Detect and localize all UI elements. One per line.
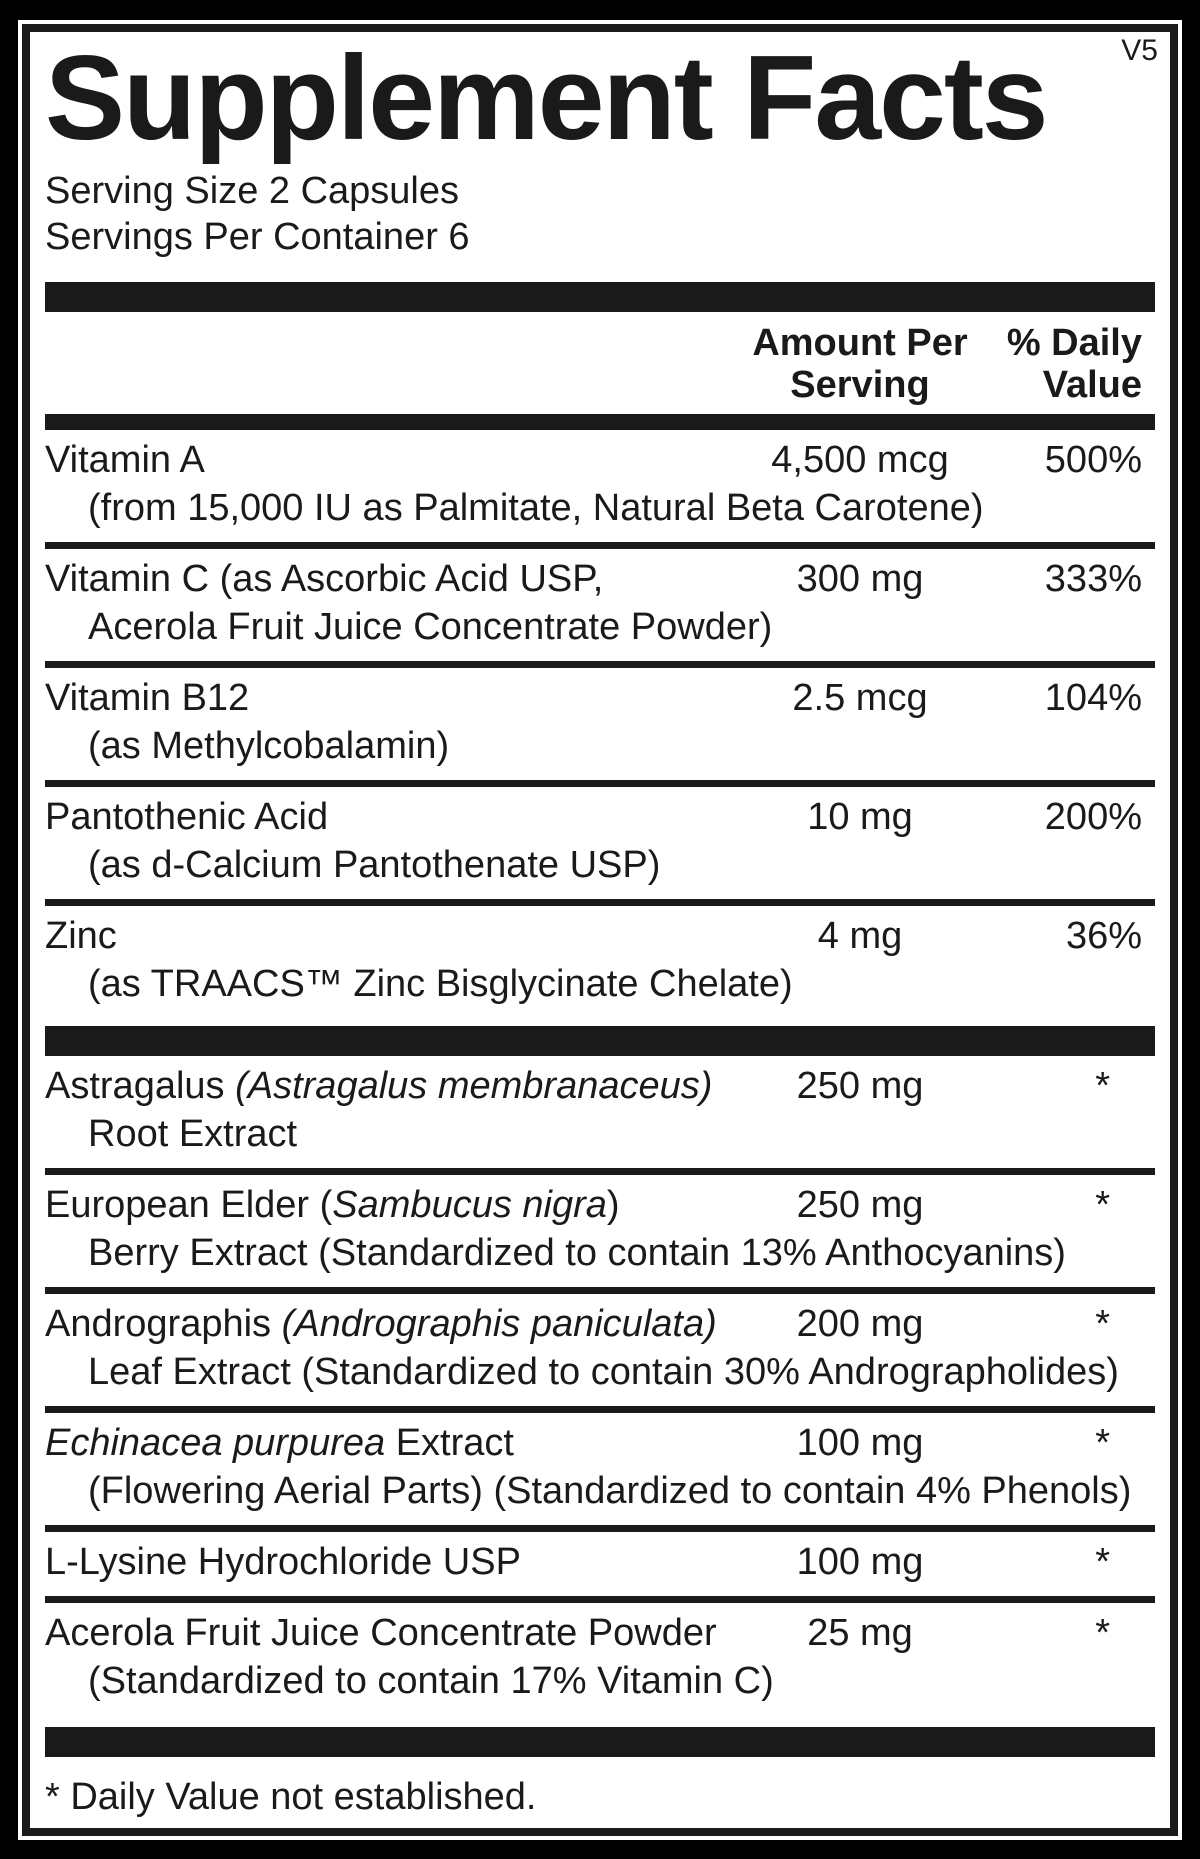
supplement-facts-label [22, 24, 1178, 1836]
ingredient-amount: 25 mg [807, 1612, 913, 1654]
header-underline-bar [45, 414, 1155, 430]
ingredient-name-text: Astragalus [45, 1065, 236, 1107]
ingredient-row [45, 1294, 1155, 1406]
ingredient-name-text: Vitamin B12 [45, 677, 250, 719]
ingredient-row [45, 1175, 1155, 1287]
ingredient-name [45, 674, 745, 722]
ingredient-amount: 200 mg [796, 1303, 924, 1345]
ingredient-name-text: Zinc [45, 915, 117, 957]
section-bar-top [45, 282, 1155, 312]
section-bar-bottom [45, 1727, 1155, 1757]
ingredient-main-line [45, 555, 1155, 603]
ingredient-daily-value: * [1095, 1612, 1110, 1654]
ingredient-row [45, 549, 1155, 661]
ingredient-name-text: Vitamin A [45, 439, 205, 481]
ingredient-main-line [45, 793, 1155, 841]
ingredient-main-line [45, 1300, 1155, 1348]
ingredient-daily-value: * [1095, 1303, 1110, 1345]
ingredient-name-text: ) [606, 1184, 620, 1226]
ingredient-main-line [45, 436, 1155, 484]
ingredient-main-line [45, 1062, 1155, 1110]
ingredient-amount: 4,500 mcg [771, 439, 949, 481]
ingredient-amount: 2.5 mcg [792, 677, 928, 719]
ingredient-main-line [45, 1419, 1155, 1467]
ingredient-main-line [45, 674, 1155, 722]
row-separator [45, 1525, 1155, 1532]
ingredient-row [45, 1056, 1155, 1168]
ingredient-amount: 100 mg [796, 1541, 924, 1583]
column-header-spacer [45, 322, 745, 406]
ingredient-row [45, 1532, 1155, 1596]
ingredient-main-line [45, 1181, 1155, 1229]
ingredient-name-text: European Elder ( [45, 1184, 333, 1226]
column-header-amount-per-serving [745, 322, 975, 406]
ingredient-amount: 250 mg [796, 1184, 924, 1226]
ingredient-name [45, 1419, 745, 1467]
ingredient-name [45, 1181, 745, 1229]
ingredient-name [45, 1538, 745, 1586]
dv-header-line2: Value [1042, 364, 1142, 406]
ingredient-name [45, 555, 745, 603]
ingredient-main-line [45, 912, 1155, 960]
botanical-name: Sambucus nigra [332, 1184, 607, 1226]
ingredient-daily-value: 200% [1044, 796, 1142, 838]
serving-size-text: Serving Size 2 Capsules [45, 170, 459, 212]
page-title: Supplement Facts [45, 31, 1047, 165]
ingredient-daily-value: 500% [1044, 439, 1142, 481]
ingredient-group-botanicals [45, 1056, 1155, 1715]
ingredient-name-text: Pantothenic Acid [45, 796, 329, 838]
ingredient-name-text: Acerola Fruit Juice Concentrate Powder [45, 1612, 717, 1654]
row-separator [45, 780, 1155, 787]
servings-per-container-text: Servings Per Container 6 [45, 216, 470, 258]
ingredient-amount: 10 mg [807, 796, 913, 838]
ingredient-row [45, 668, 1155, 780]
ingredient-row [45, 787, 1155, 899]
ingredient-daily-value: 36% [1065, 915, 1142, 957]
botanical-name: (Andrographis paniculata) [281, 1303, 717, 1345]
amount-header-line2: Serving [790, 364, 930, 406]
version-tag: V5 [1121, 34, 1158, 67]
ingredient-name-text: Extract [385, 1422, 514, 1464]
ingredient-amount: 300 mg [796, 558, 924, 600]
ingredient-detail: Berry Extract (Standardized to contain 13% Anthocyanins) [88, 1232, 1066, 1274]
row-separator [45, 1596, 1155, 1603]
ingredient-daily-value: * [1095, 1422, 1110, 1464]
ingredient-name-text: L-Lysine Hydrochloride USP [45, 1541, 521, 1583]
ingredient-name [45, 1062, 745, 1110]
daily-value-footnote: * Daily Value not established. [45, 1776, 537, 1818]
ingredient-name [45, 912, 745, 960]
column-header-percent-daily-value [975, 322, 1155, 406]
ingredient-row [45, 430, 1155, 542]
row-separator [45, 1406, 1155, 1413]
ingredient-detail: Leaf Extract (Standardized to contain 30% Andrographolides) [88, 1351, 1119, 1393]
row-separator [45, 1287, 1155, 1294]
ingredient-daily-value: * [1095, 1541, 1110, 1583]
ingredient-name-text: Vitamin C (as Ascorbic Acid USP, [45, 558, 604, 600]
dv-header-line1: % Daily [1006, 322, 1142, 364]
ingredient-row [45, 1413, 1155, 1525]
row-separator [45, 661, 1155, 668]
ingredient-detail: Acerola Fruit Juice Concentrate Powder) [88, 606, 773, 648]
ingredient-row [45, 1603, 1155, 1715]
ingredient-name [45, 793, 745, 841]
row-separator [45, 1168, 1155, 1175]
ingredient-detail: (as TRAACS™ Zinc Bisglycinate Chelate) [88, 963, 793, 1005]
ingredient-group-vitamins-minerals [45, 430, 1155, 1018]
ingredient-detail: (Flowering Aerial Parts) (Standardized to contain 4% Phenols) [88, 1470, 1132, 1512]
ingredient-daily-value: * [1095, 1065, 1110, 1107]
ingredient-name-text: Andrographis [45, 1303, 282, 1345]
ingredient-name [45, 1609, 745, 1657]
row-separator [45, 542, 1155, 549]
ingredient-amount: 100 mg [796, 1422, 924, 1464]
ingredient-main-line [45, 1538, 1155, 1586]
ingredient-row [45, 906, 1155, 1018]
ingredient-amount: 4 mg [817, 915, 903, 957]
ingredient-daily-value: 104% [1044, 677, 1142, 719]
ingredient-detail: (from 15,000 IU as Palmitate, Natural Beta Carotene) [88, 487, 984, 529]
botanical-name: (Astragalus membranaceus) [235, 1065, 713, 1107]
section-bar-middle [45, 1026, 1155, 1056]
ingredient-amount: 250 mg [796, 1065, 924, 1107]
ingredient-detail: Root Extract [88, 1113, 298, 1155]
row-separator [45, 899, 1155, 906]
ingredient-detail: (as d-Calcium Pantothenate USP) [88, 844, 661, 886]
ingredient-detail: (as Methylcobalamin) [88, 725, 450, 767]
ingredient-detail: (Standardized to contain 17% Vitamin C) [88, 1660, 774, 1702]
ingredient-name [45, 436, 745, 484]
ingredient-name [45, 1300, 745, 1348]
amount-header-line1: Amount Per [752, 322, 968, 364]
ingredient-daily-value: * [1095, 1184, 1110, 1226]
ingredient-daily-value: 333% [1044, 558, 1142, 600]
botanical-name: Echinacea purpurea [45, 1422, 386, 1464]
ingredient-main-line [45, 1609, 1155, 1657]
column-headers [45, 312, 1155, 414]
